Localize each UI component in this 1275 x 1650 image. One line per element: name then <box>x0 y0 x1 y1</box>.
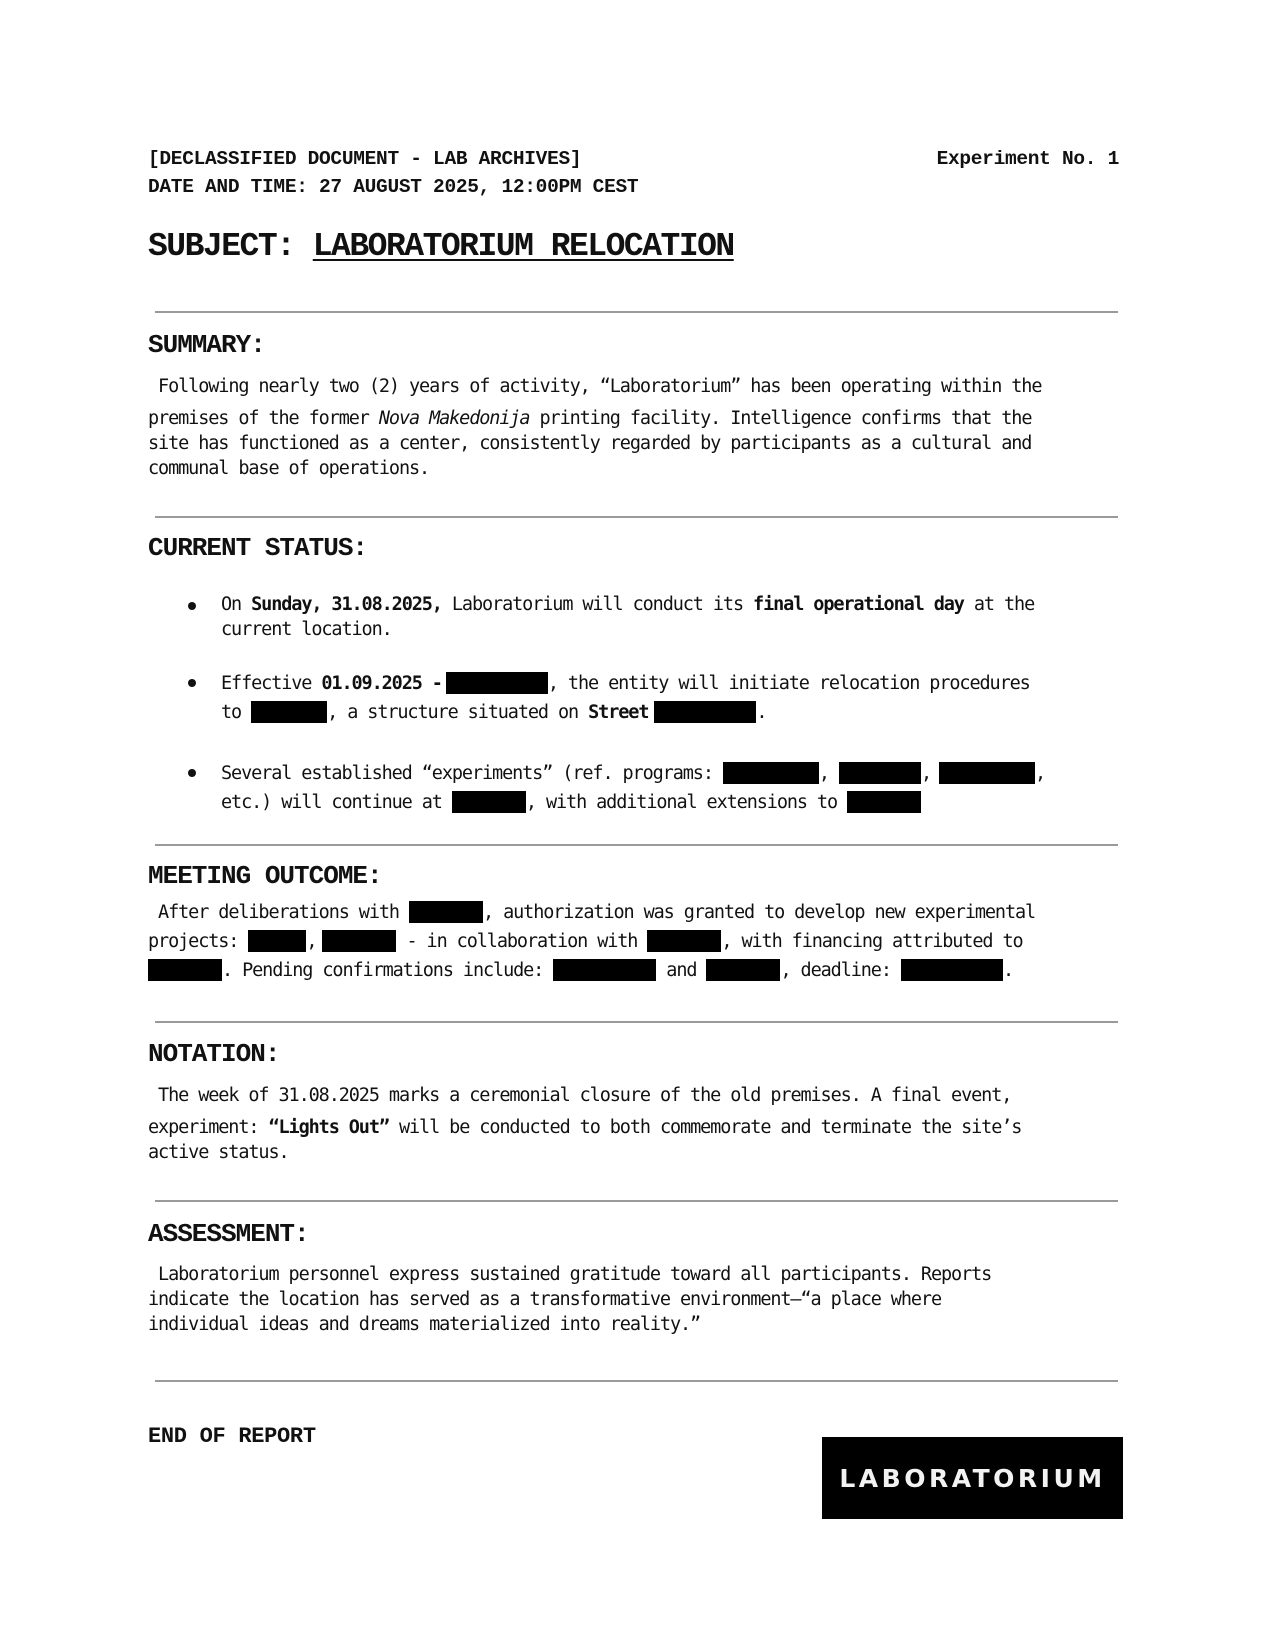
redaction-bar <box>446 672 548 694</box>
text-line: site has functioned as a center, consistently regarded by participants as a cultural and <box>148 433 1032 454</box>
redaction-bar <box>706 959 780 981</box>
redaction-bar <box>939 762 1035 784</box>
section-heading-current-status: CURRENT STATUS: <box>148 533 368 563</box>
text-line: Several established “experiments” (ref. programs: , , , <box>221 763 1046 784</box>
redaction-bar <box>248 930 306 952</box>
redaction-bar <box>452 791 526 813</box>
redaction-bar <box>839 762 921 784</box>
redaction-bar <box>647 930 721 952</box>
divider <box>155 1021 1118 1023</box>
section-heading-meeting-outcome: MEETING OUTCOME: <box>148 861 382 891</box>
text-line: current location. <box>221 619 392 640</box>
text-line: Following nearly two (2) years of activity, “Laboratorium” has been operating within the <box>158 376 1042 397</box>
status-bullet-1 <box>221 592 1034 642</box>
text-line: active status. <box>148 1142 289 1163</box>
status-bullet-3 <box>221 759 1045 817</box>
redaction-bar <box>251 701 327 723</box>
end-of-report: END OF REPORT <box>148 1424 316 1449</box>
document-datetime: DATE AND TIME: 27 AUGUST 2025, 12:00PM CEST <box>148 176 639 198</box>
subject-title: LABORATORIUM RELOCATION <box>312 228 734 265</box>
redaction-bar <box>654 701 756 723</box>
bullet-icon <box>188 769 196 777</box>
experiment-number: Experiment No. 1 <box>936 148 1119 170</box>
logo-text: LABORATORIUM <box>839 1463 1106 1493</box>
redaction-bar <box>148 959 222 981</box>
bullet-icon <box>188 679 196 687</box>
divider <box>155 516 1118 518</box>
redaction-bar <box>901 959 1003 981</box>
redaction-bar <box>553 959 656 981</box>
text-line: The week of 31.08.2025 marks a ceremonial closure of the old premises. A final event, <box>158 1085 1012 1106</box>
divider <box>155 844 1118 846</box>
text-line: individual ideas and dreams materialized into reality.” <box>148 1314 701 1335</box>
text-line: Effective 01.09.2025 - , the entity will initiate relocation procedures <box>221 673 1030 694</box>
laboratorium-logo <box>822 1437 1123 1519</box>
document-subject <box>148 228 734 265</box>
text-line: . Pending confirmations include: and , deadline: . <box>148 956 1035 985</box>
redaction-bar <box>409 901 483 923</box>
divider <box>155 311 1118 313</box>
redaction-bar <box>322 930 396 952</box>
text-line: indicate the location has served as a transformative environment—“a place where <box>148 1289 941 1310</box>
text-line: etc.) will continue at , with additional extensions to <box>221 788 1045 817</box>
status-bullet-2 <box>221 669 1030 727</box>
text-line: experiment: “Lights Out” will be conducted to both commemorate and terminate the site’s <box>148 1117 1022 1138</box>
divider <box>155 1200 1118 1202</box>
notation-paragraph <box>148 1083 1021 1165</box>
text-line: On Sunday, 31.08.2025, Laboratorium will conduct its final operational day at the <box>221 594 1035 615</box>
assessment-paragraph <box>148 1262 991 1337</box>
section-heading-assessment: ASSESSMENT: <box>148 1219 309 1249</box>
summary-paragraph <box>148 374 1041 481</box>
text-line: projects: , - in collaboration with , with financing attributed to <box>148 931 1023 952</box>
meeting-paragraph <box>148 898 1035 985</box>
text-line: to , a structure situated on Street . <box>221 702 767 723</box>
divider <box>155 1380 1118 1382</box>
redaction-bar <box>847 791 921 813</box>
document-classification: [DECLASSIFIED DOCUMENT - LAB ARCHIVES] <box>148 148 582 170</box>
text-line: Laboratorium personnel express sustained gratitude toward all participants. Reports <box>158 1264 992 1285</box>
bullet-icon <box>188 602 196 610</box>
section-heading-summary: SUMMARY: <box>148 330 265 360</box>
subject-label: SUBJECT: <box>148 228 295 265</box>
text-line: premises of the former Nova Makedonija printing facility. Intelligence confirms that the <box>148 408 1032 429</box>
section-heading-notation: NOTATION: <box>148 1039 280 1069</box>
text-line: After deliberations with , authorization was granted to develop new experimental <box>158 902 1036 923</box>
redaction-bar <box>723 762 819 784</box>
text-line: communal base of operations. <box>148 458 430 479</box>
